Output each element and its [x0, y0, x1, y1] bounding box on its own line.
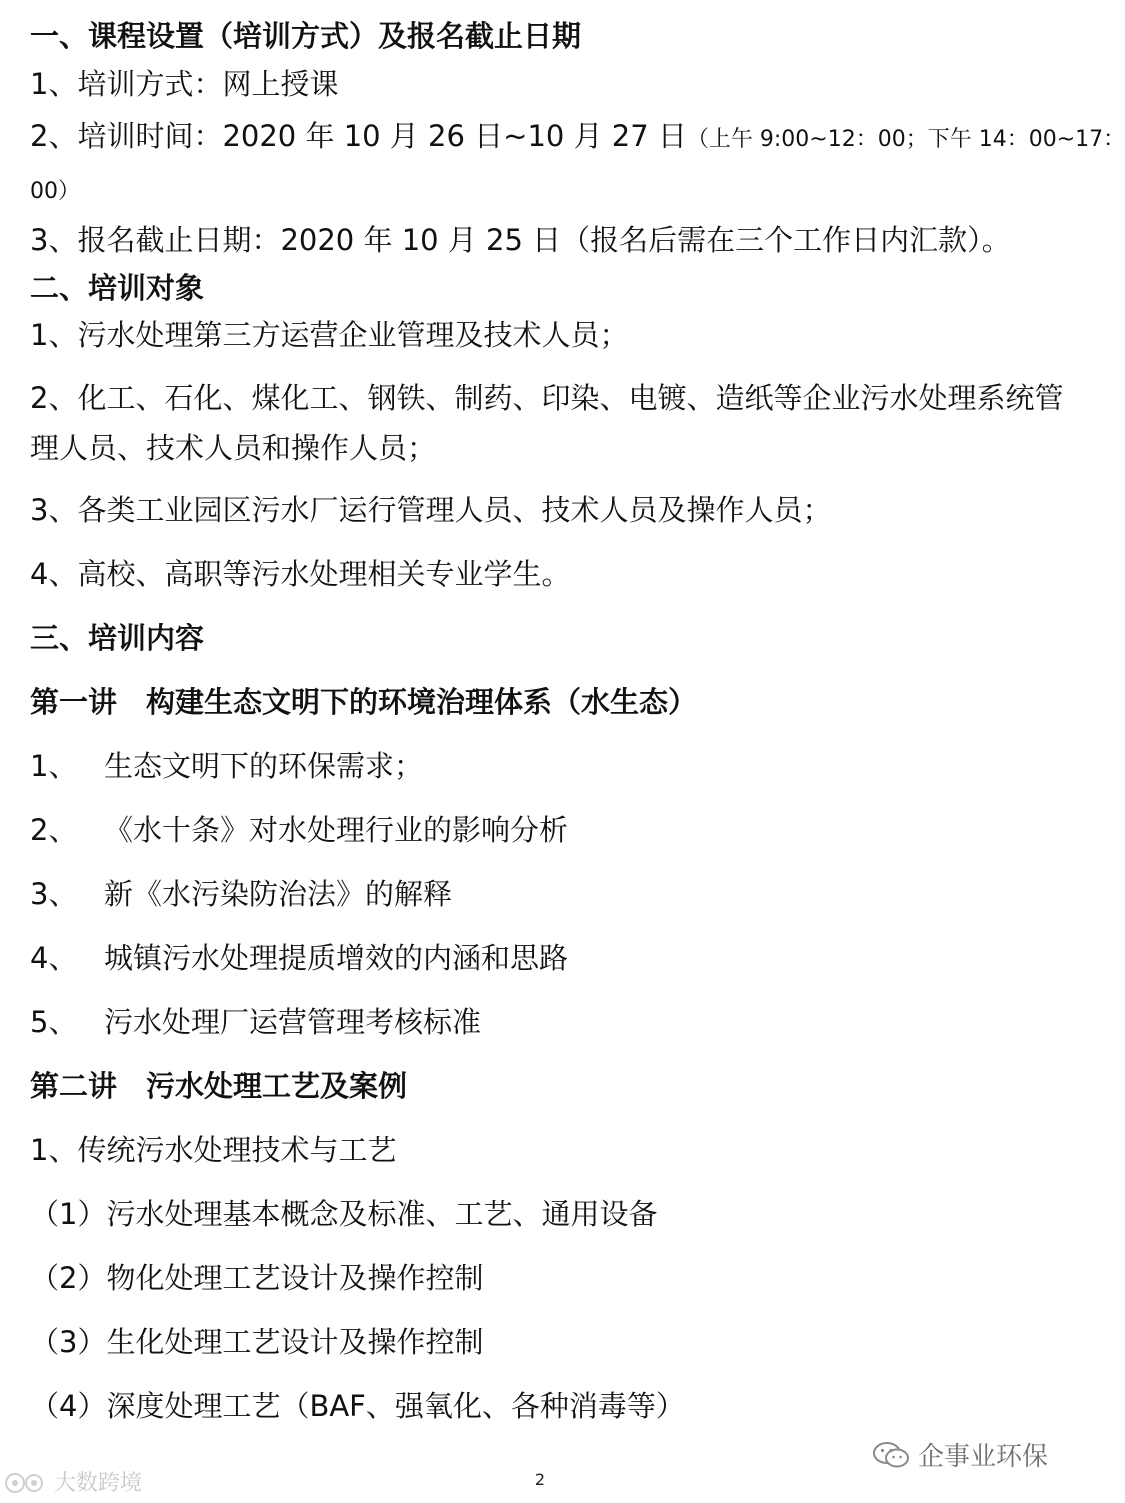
wechat-icon: [872, 1440, 910, 1470]
lecture1-item-text: 城镇污水处理提质增效的内涵和思路: [104, 941, 569, 975]
lecture1-item: [30, 938, 1066, 978]
section1-item2-small: （上午 9:00~12：00；下午 14：00~17：: [686, 127, 1125, 152]
section1-item2-tail: 00）: [30, 179, 80, 204]
lecture1-item: [30, 1002, 1066, 1042]
section3-heading: 三、培训内容: [30, 621, 205, 655]
lecture2-item: （4）深度处理工艺（BAF、强氧化、各种消毒等）: [30, 1389, 685, 1423]
lecture1-item: [30, 810, 1066, 850]
page-number: 2: [534, 1470, 546, 1489]
watermark-left-text: 大数跨境: [54, 1471, 143, 1496]
lecture2-item: （1）污水处理基本概念及标准、工艺、通用设备: [30, 1197, 658, 1231]
lecture1-item-num: 5、: [30, 1005, 78, 1039]
lecture2-title: 第二讲 污水处理工艺及案例: [30, 1069, 408, 1103]
watermark-right: [872, 1436, 1048, 1473]
section2-heading: 二、培训对象: [30, 271, 205, 305]
lecture1-item-num: 1、: [30, 749, 78, 783]
section2-item: 2、化工、石化、煤化工、钢铁、制药、印染、电镀、造纸等企业污水处理系统管理人员、技术人员和操作人员；: [30, 381, 1064, 465]
section1-item2: [30, 116, 1125, 160]
lecture1-item-text: 《水十条》对水处理行业的影响分析: [104, 813, 569, 847]
section1-item2-main: 2、培训时间：2020 年 10 月 26 日~10 月 27 日: [30, 119, 687, 153]
lecture2-item: （3）生化处理工艺设计及操作控制: [30, 1325, 484, 1359]
lecture2-item: （2）物化处理工艺设计及操作控制: [30, 1261, 484, 1295]
lecture1-item-num: 2、: [30, 813, 78, 847]
lecture1-item-text: 生态文明下的环保需求；: [104, 749, 424, 783]
section1-heading: 一、课程设置（培训方式）及报名截止日期: [30, 19, 582, 53]
section2-item: 4、高校、高职等污水处理相关专业学生。: [30, 557, 571, 591]
lecture1-item-num: 4、: [30, 941, 78, 975]
lecture1-item: [30, 874, 1066, 914]
watermark-right-text: 企事业环保: [917, 1442, 1048, 1472]
lecture1-title: 第一讲 构建生态文明下的环境治理体系（水生态）: [30, 685, 698, 719]
section1-item1: 1、培训方式：网上授课: [30, 67, 339, 101]
section1-item3: 3、报名截止日期：2020 年 10 月 25 日（报名后需在三个工作日内汇款）。: [30, 223, 1011, 257]
lecture1-item-num: 3、: [30, 877, 78, 911]
lecture1-item-text: 新《水污染防治法》的解释: [104, 877, 453, 911]
section2-item: 3、各类工业园区污水厂运行管理人员、技术人员及操作人员；: [30, 493, 832, 527]
lecture2-sub1: 1、传统污水处理技术与工艺: [30, 1133, 397, 1167]
section2-item: 1、污水处理第三方运营企业管理及技术人员；: [30, 318, 629, 352]
lecture1-item: [30, 746, 1066, 786]
lecture1-item-text: 污水处理厂运营管理考核标准: [104, 1005, 482, 1039]
